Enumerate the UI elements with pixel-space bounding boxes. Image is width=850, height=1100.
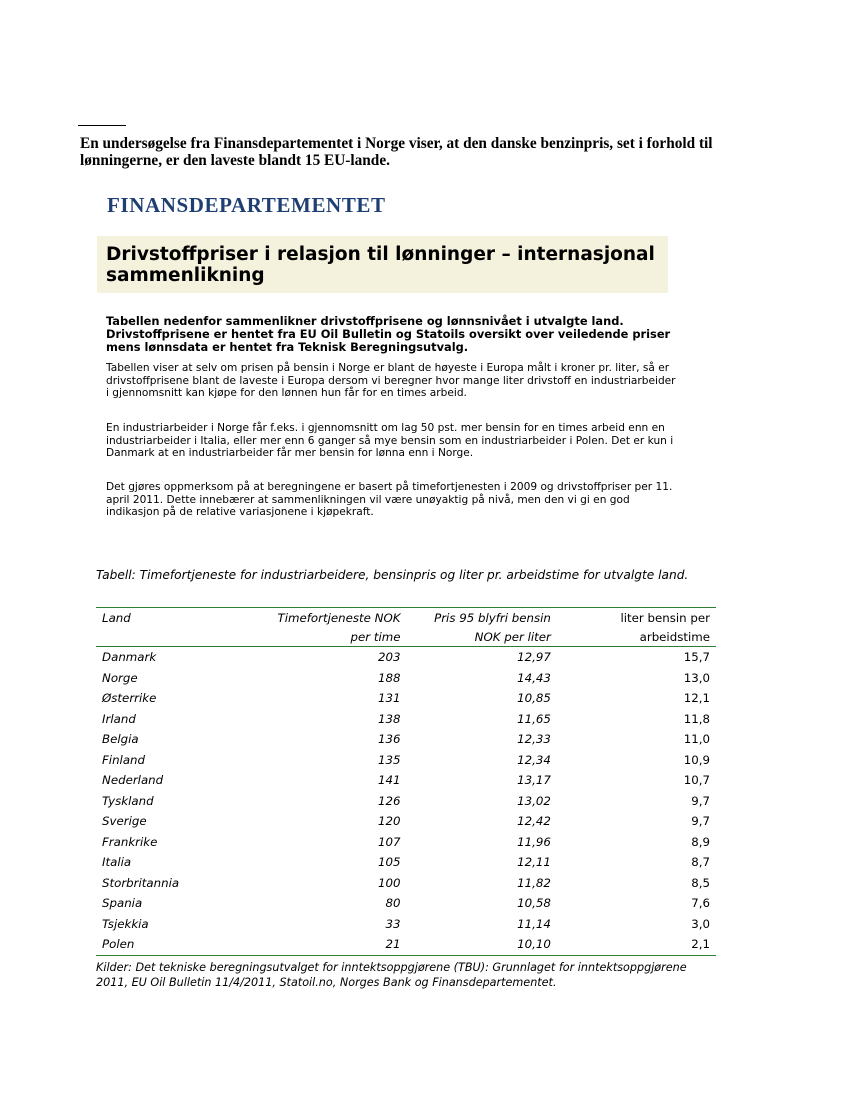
header-time: Timefortjeneste NOK: [250, 608, 406, 628]
cell-liter: 2,1: [557, 934, 716, 955]
cell-land: Nederland: [102, 773, 164, 788]
footnote-separator: [78, 125, 126, 126]
cell-price: 11,96: [517, 834, 551, 849]
ministry-heading: FINANSDEPARTEMENTET: [107, 193, 386, 217]
cell-land: Norge: [102, 670, 138, 685]
cell-land: Tyskland: [102, 793, 154, 808]
cell-land: Danmark: [102, 650, 157, 665]
cell-land: Sverige: [102, 814, 147, 829]
cell-liter: 9,7: [691, 793, 710, 808]
cell-liter: 12,1: [683, 691, 710, 706]
header-time-cont: per time: [250, 627, 406, 647]
cell-land: Frankrike: [102, 834, 158, 849]
cell-price: 11,65: [517, 711, 551, 726]
table-row: [96, 770, 716, 791]
cell-time: 105: [377, 855, 401, 870]
cell-liter: 15,7: [683, 650, 710, 665]
cell-time: 203: [377, 650, 401, 665]
header-price: Pris 95 blyfri bensin: [406, 608, 556, 628]
cell-price: 12,11: [517, 855, 551, 870]
cell-time: 126: [377, 793, 401, 808]
cell-land: Spania: [102, 896, 143, 911]
header-liter: liter bensin per: [557, 608, 716, 628]
table-row: [96, 729, 716, 750]
cell-price: 10,85: [517, 691, 551, 706]
article-lead: Tabellen nedenfor sammenlikner drivstoffprisene og lønnsnivået i utvalgte land. Drivstoffprisene er hentet fra EU Oil Bulletin og Statoils oversikt over veiledende priser mens lønnsdata er hentet fra Teknisk Beregningsutvalg.: [106, 314, 671, 354]
cell-price: 12,33: [517, 732, 551, 747]
header-liter-cont: arbeidstime: [557, 627, 716, 647]
cell-land: Tsjekkia: [102, 916, 149, 931]
article-paragraph: Det gjøres oppmerksom på at beregningene er basert på timefortjenesten i 2009 og drivstoffpriser per 11. april 2011. Dette innebærer at sammenlikningen vil være unøyaktig på nivå, men den vi gi en god indikasjon på de relative variasjonene i kjøpekraft.: [106, 481, 673, 519]
cell-price: 13,02: [517, 793, 551, 808]
article-paragraph: Tabellen viser at selv om prisen på bensin i Norge er blant de høyeste i Europa målt i kroner pr. liter, så er drivstoffprisene blant de laveste i Europa dersom vi beregner hvor mange liter drivstoff en industriarbeider i gjennomsnitt kan kjøpe for den lønnen hun får for en times arbeid.: [106, 362, 676, 400]
cell-time: 188: [377, 670, 401, 685]
article-title-box: [97, 236, 668, 293]
cell-time: 136: [377, 732, 401, 747]
cell-price: 11,14: [517, 916, 551, 931]
article-paragraph: En industriarbeider i Norge får f.eks. i gjennomsnitt om lag 50 pst. mer bensin for en times arbeid enn en industriarbeider i Italia, eller mer enn 6 ganger så mye bensin som en industriarbeider i Polen. Det er kun i Danmark at en industriarbeider får mer bensin for lønna enn i Norge.: [106, 422, 674, 460]
cell-land: Storbritannia: [102, 875, 180, 890]
table-row: [96, 873, 716, 894]
cell-time: 120: [377, 814, 401, 829]
cell-liter: 3,0: [691, 916, 710, 931]
cell-liter: 11,8: [683, 711, 710, 726]
cell-liter: 8,9: [691, 834, 710, 849]
table-row: [96, 934, 716, 955]
table-source: Kilder: Det tekniske beregningsutvalget for inntektsoppgjørene (TBU): Grunnlaget for inntektsoppgjørene 2011, EU Oil Bulletin 11/4/2011, Statoil.no, Norges Bank og Finansdepartementet.: [96, 961, 687, 989]
cell-land: Belgia: [102, 732, 139, 747]
cell-price: 12,34: [517, 752, 551, 767]
cell-price: 11,82: [517, 875, 551, 890]
intro-text: En undersøgelse fra Finansdepartementet i Norge viser, at den danske benzinpris, set i forhold til lønningerne, er den laveste blandt 15 EU-lande.: [80, 135, 713, 169]
cell-time: 21: [250, 934, 406, 955]
table-row: [96, 668, 716, 689]
cell-price: 12,42: [517, 814, 551, 829]
header-land: Land: [96, 608, 250, 628]
cell-time: 135: [377, 752, 401, 767]
article-title: Drivstoffpriser i relasjon til lønninger – internasjonal sammenlikning: [106, 244, 655, 286]
table-row: [96, 647, 716, 668]
table-header-row: [96, 608, 716, 628]
cell-liter: 8,5: [691, 875, 710, 890]
cell-land: Finland: [102, 752, 146, 767]
cell-time: 138: [377, 711, 401, 726]
cell-liter: 10,7: [683, 773, 710, 788]
cell-time: 100: [377, 875, 401, 890]
cell-price: 14,43: [517, 670, 551, 685]
table-row: [96, 852, 716, 873]
table-header-row: [96, 627, 716, 647]
cell-liter: 11,0: [683, 732, 710, 747]
table-row: [96, 750, 716, 771]
table-row: [96, 914, 716, 935]
cell-liter: 9,7: [691, 814, 710, 829]
cell-time: 141: [377, 773, 401, 788]
table-row: [96, 709, 716, 730]
cell-price: 10,58: [517, 896, 551, 911]
table-row: [96, 688, 716, 709]
table-row: [96, 832, 716, 853]
cell-liter: 8,7: [691, 855, 710, 870]
header-land-cont: [96, 627, 250, 647]
cell-land: Italia: [102, 855, 132, 870]
header-price-cont: NOK per liter: [406, 627, 556, 647]
cell-price: 10,10: [406, 934, 556, 955]
cell-liter: 10,9: [683, 752, 710, 767]
cell-time: 80: [385, 896, 401, 911]
cell-liter: 13,0: [683, 670, 710, 685]
fuel-price-table: [96, 607, 716, 956]
table-row: [96, 893, 716, 914]
cell-liter: 7,6: [691, 896, 710, 911]
cell-land: Polen: [96, 934, 250, 955]
cell-price: 13,17: [517, 773, 551, 788]
cell-land: Irland: [102, 711, 136, 726]
cell-land: Østerrike: [102, 691, 157, 706]
cell-time: 131: [377, 691, 401, 706]
cell-time: 33: [385, 916, 401, 931]
table-caption: Tabell: Timefortjeneste for industriarbeidere, bensinpris og liter pr. arbeidstime for utvalgte land.: [96, 568, 689, 582]
table-row: [96, 791, 716, 812]
cell-time: 107: [377, 834, 401, 849]
cell-price: 12,97: [517, 650, 551, 665]
table-row: [96, 811, 716, 832]
